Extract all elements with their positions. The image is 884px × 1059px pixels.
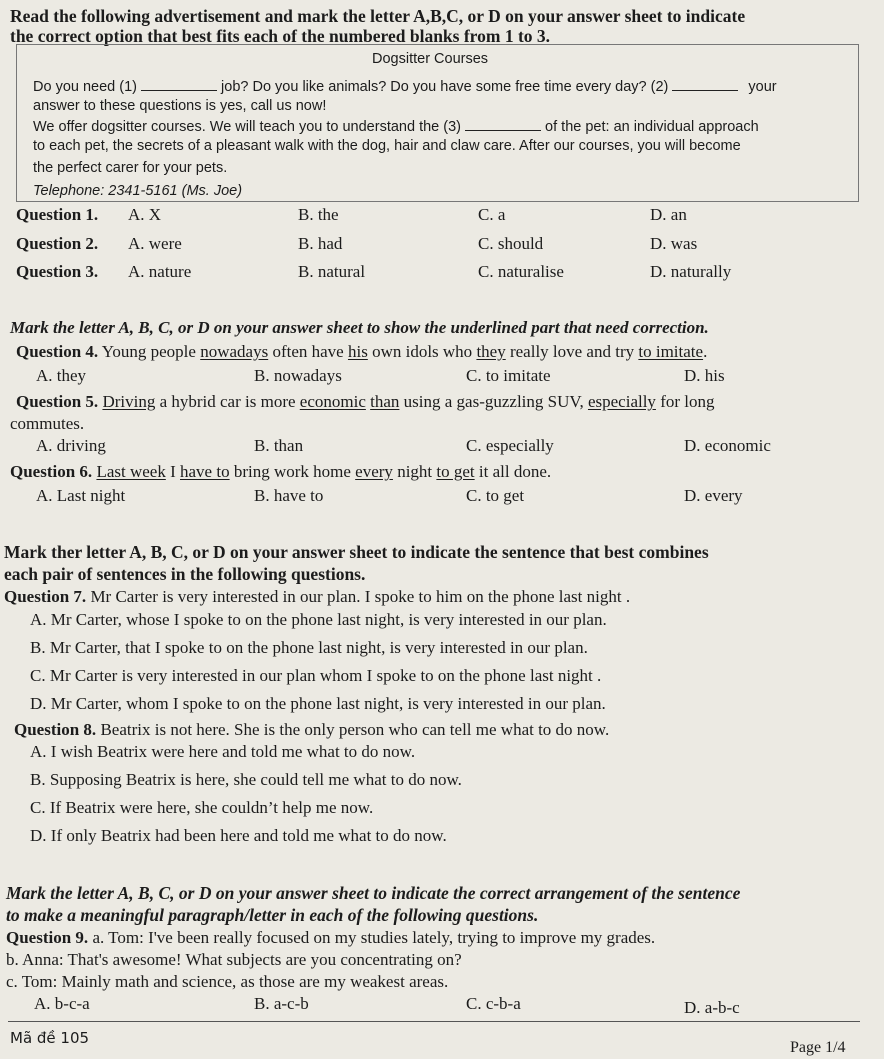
q1-label: Question 1.	[16, 205, 99, 224]
q9-option-a: A. b-c-a	[34, 994, 90, 1013]
part3-instruction-line1: Mark ther letter A, B, C, or D on your answer sheet to indicate the sentence that best combines	[4, 542, 709, 562]
q9-line-a: Question 9. a. Tom: I've been really focused on my studies lately, trying to improve my grades.	[6, 928, 656, 947]
q2-option-d: D. was	[650, 234, 698, 253]
q6-option-d: D. every	[684, 486, 743, 505]
q2-option-b: B. had	[298, 234, 343, 253]
q4-option-b: B. nowadays	[254, 366, 342, 385]
blank-2	[672, 76, 738, 91]
q9-line-c: c. Tom: Mainly math and science, as those are my weakest areas.	[6, 972, 449, 991]
q4-option-c: C. to imitate	[466, 366, 551, 385]
ad-line-3: We offer dogsitter courses. We will teach you to understand the (3) of the pet: an individual approach	[33, 116, 759, 137]
q7-option-b: B. Mr Carter, that I spoke to on the phone last night, is very interested in our plan.	[30, 638, 588, 657]
part3-instruction-line2: each pair of sentences in the following questions.	[4, 564, 366, 584]
q5-option-c: C. especially	[466, 436, 554, 455]
q1-option-a: A. X	[128, 205, 162, 224]
q3-label: Question 3.	[16, 262, 99, 281]
q9-option-d: D. a-b-c	[684, 998, 740, 1017]
q8-option-a: A. I wish Beatrix were here and told me what to do now.	[30, 742, 416, 761]
q7-option-a: A. Mr Carter, whose I spoke to on the phone last night, is very interested in our plan.	[30, 610, 607, 629]
q5-sentence-line2: commutes.	[10, 414, 85, 433]
q7-option-c: C. Mr Carter is very interested in our plan whom I spoke to on the phone last night .	[30, 666, 602, 685]
q7-option-d: D. Mr Carter, whom I spoke to on the phone last night, is very interested in our plan.	[30, 694, 606, 713]
ad-line-2: answer to these questions is yes, call us now!	[33, 98, 327, 114]
q6-option-a: A. Last night	[36, 486, 126, 505]
q8-option-c: C. If Beatrix were here, she couldn’t help me now.	[30, 798, 374, 817]
q9-line-b: b. Anna: That's awesome! What subjects are you concentrating on?	[6, 950, 462, 969]
q4-option-d: D. his	[684, 366, 725, 385]
q8-option-b: B. Supposing Beatrix is here, she could tell me what to do now.	[30, 770, 462, 789]
q8-stem: Question 8. Beatrix is not here. She is the only person who can tell me what to do now.	[14, 720, 610, 739]
q9-option-c: C. c-b-a	[466, 994, 521, 1013]
ad-telephone: Telephone: 2341-5161 (Ms. Joe)	[33, 183, 243, 199]
q1-option-b: B. the	[298, 205, 339, 224]
footer-divider	[8, 1021, 860, 1022]
q4-option-a: A. they	[36, 366, 87, 385]
q2-option-a: A. were	[128, 234, 182, 253]
part1-instruction-line1: Read the following advertisement and mark the letter A,B,C, or D on your answer sheet to indicate	[10, 6, 746, 26]
q5-option-a: A. driving	[36, 436, 106, 455]
q5-sentence: Question 5. Driving a hybrid car is more economic than using a gas-guzzling SUV, especially for long	[16, 392, 715, 411]
ad-title: Dogsitter Courses	[372, 51, 489, 67]
q2-label: Question 2.	[16, 234, 99, 253]
blank-1	[141, 76, 217, 91]
q4-sentence: Question 4. Young people nowadays often have his own idols who they really love and try to imitate.	[16, 342, 708, 361]
q5-option-d: D. economic	[684, 436, 771, 455]
q2-option-c: C. should	[478, 234, 544, 253]
part1-instruction-line2: the correct option that best fits each of the numbered blanks from 1 to 3.	[10, 26, 551, 46]
q3-option-d: D. naturally	[650, 262, 732, 281]
exam-code: Mã đề 105	[10, 1029, 90, 1047]
q8-option-d: D. If only Beatrix had been here and told me what to do now.	[30, 826, 447, 845]
q6-sentence: Question 6. Last week I have to bring work home every night to get it all done.	[10, 462, 552, 481]
blank-3	[465, 116, 541, 131]
q1-option-d: D. an	[650, 205, 687, 224]
q1-option-c: C. a	[478, 205, 506, 224]
ad-line-5: the perfect carer for your pets.	[33, 160, 228, 176]
part2-instruction: Mark the letter A, B, C, or D on your answer sheet to show the underlined part that need correction.	[10, 318, 709, 337]
part4-instruction-line1: Mark the letter A, B, C, or D on your answer sheet to indicate the correct arrangement of the sentence	[6, 883, 741, 903]
q3-option-c: C. naturalise	[478, 262, 564, 281]
q6-option-b: B. have to	[254, 486, 324, 505]
q6-option-c: C. to get	[466, 486, 525, 505]
part4-instruction-line2: to make a meaningful paragraph/letter in each of the following questions.	[6, 905, 539, 925]
q3-option-b: B. natural	[298, 262, 366, 281]
q3-option-a: A. nature	[128, 262, 192, 281]
ad-line-4: to each pet, the secrets of a pleasant walk with the dog, hair and claw care. After our courses, you will become	[33, 138, 741, 154]
page-number: Page 1/4	[790, 1039, 846, 1056]
q9-option-b: B. a-c-b	[254, 994, 309, 1013]
q7-stem: Question 7. Mr Carter is very interested in our plan. I spoke to him on the phone last night .	[4, 587, 631, 606]
ad-line-1: Do you need (1) job? Do you like animals? Do you have some free time every day? (2) your	[33, 76, 777, 97]
q5-option-b: B. than	[254, 436, 304, 455]
